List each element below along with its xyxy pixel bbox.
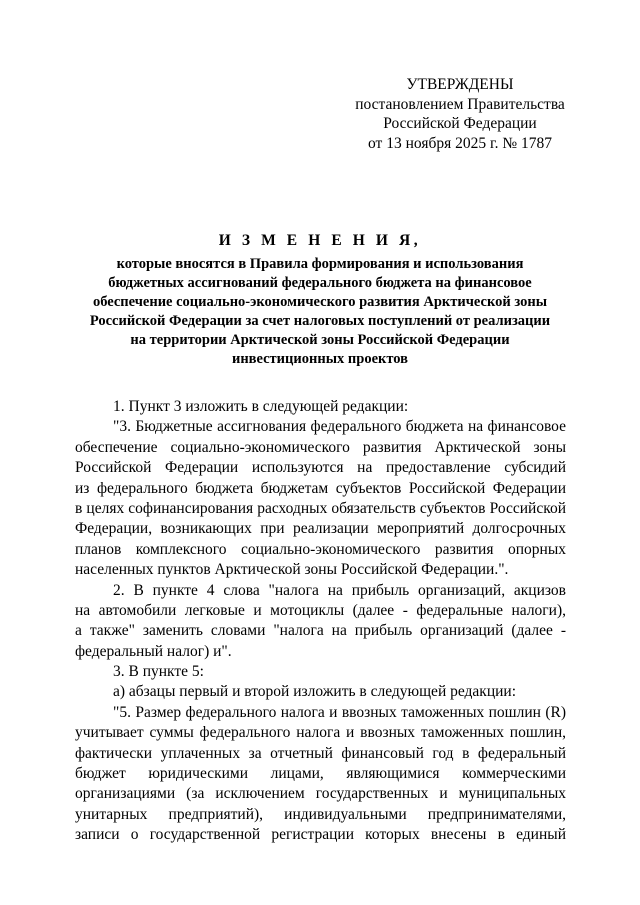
paragraph-2-start: 2. В пункте 4 слова "налога на прибыль организаций, акцизов [113, 581, 566, 599]
subparagraph-a: а) абзацы первый и второй изложить в следующей редакции: [113, 683, 517, 701]
body-line: записи о государственной регистрации которых внесены в единый [75, 826, 566, 844]
subtitle-line: которые вносятся в Правила формирования и использования [116, 256, 524, 272]
body-line: на автомобили легковые и мотоциклы (далее - федеральные налоги), [75, 601, 566, 619]
approval-block [340, 75, 580, 153]
body-line: учитывает суммы федерального налога и ввозных таможенных пошлин, [75, 724, 566, 742]
body-line: фактически уплаченных за отчетный финансовый год в федеральный [75, 744, 566, 762]
body-line: унитарных предприятий), индивидуальными предпринимателями, [75, 805, 566, 823]
subtitle-line: бюджетных ассигнований федерального бюджета на финансовое [108, 275, 532, 291]
paragraph-3-heading: 3. В пункте 5: [113, 663, 204, 681]
body-line: "5. Размер федерального налога и ввозных таможенных пошлин (R) [113, 703, 566, 721]
subtitle-line: обеспечение социально-экономического развития Арктической зоны [92, 294, 548, 310]
body-line: организациями (за исключением государственных и муниципальных [75, 785, 566, 803]
body-line: в целях софинансирования расходных обязательств субъектов Российской [75, 499, 566, 517]
body-line: планов комплексного социально-экономического развития опорных [75, 540, 566, 558]
body-line: федеральный налог) и". [75, 642, 232, 660]
body-line: а также" заменить словами "налога на прибыль организаций (далее - [75, 622, 566, 640]
body-line: обеспечение социально-экономического развития Арктической зоны [75, 438, 566, 456]
paragraph-1-heading: 1. Пункт 3 изложить в следующей редакции: [113, 398, 409, 415]
body-line: Российской Федерации используются на предоставление субсидий [75, 459, 566, 477]
approval-line: постановлением Правительства [355, 95, 565, 113]
body-line: населенных пунктов Арктической зоны Российской Федерации.". [75, 561, 509, 579]
subtitle-line: на территории Арктической зоны Российской Федерации [130, 332, 510, 348]
body-line: бюджет юридическими лицами, являющимися коммерческими [75, 765, 566, 783]
document-body [75, 397, 566, 846]
subtitle-line: Российской Федерации за счет налоговых поступлений от реализации [89, 313, 551, 329]
body-line: из федерального бюджета бюджетам субъектов Российской Федерации [75, 479, 566, 497]
document-subtitle [75, 255, 565, 369]
body-line: "3. Бюджетные ассигнования федерального бюджета на финансовое [113, 418, 566, 436]
approval-line: от 13 ноября 2025 г. № 1787 [368, 134, 552, 152]
document-title: И З М Е Н Е Н И Я, [218, 232, 422, 249]
approval-line: Российской Федерации [383, 115, 537, 132]
approval-line: УТВЕРЖДЕНЫ [406, 76, 514, 93]
body-line: Федерации, возникающих при реализации мероприятий долгосрочных [75, 520, 566, 538]
subtitle-line: инвестиционных проектов [231, 351, 409, 367]
